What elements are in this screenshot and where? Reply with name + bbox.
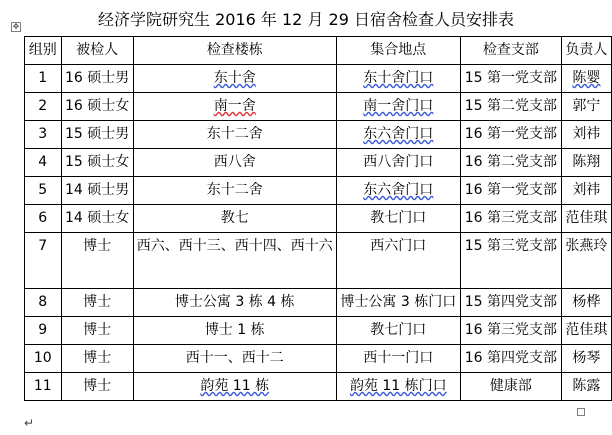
cell-branch: 16 第四党支部 <box>460 345 561 373</box>
cell-building: 东十二舍 <box>133 121 336 149</box>
cell-inspected: 博士 <box>61 373 133 401</box>
cell-meeting: 西十一门口 <box>336 345 460 373</box>
cell-meeting: 西八舍门口 <box>336 149 460 177</box>
cell-building: 东十二舍 <box>133 177 336 205</box>
table-resize-handle[interactable] <box>577 408 585 416</box>
cell-inspected: 博士 <box>61 345 133 373</box>
cell-building: 韵苑 11 栋 <box>133 373 336 401</box>
header-leader: 负责人 <box>561 37 611 65</box>
cell-group: 2 <box>25 93 62 121</box>
cell-leader: 陈婴 <box>561 65 611 93</box>
cell-leader: 张燕玲 <box>561 233 611 289</box>
cell-leader: 陈翔 <box>561 149 611 177</box>
table-row <box>25 205 612 233</box>
cell-group: 6 <box>25 205 62 233</box>
table-row <box>25 121 612 149</box>
cell-meeting: 东六舍门口 <box>336 177 460 205</box>
cell-branch: 15 第一党支部 <box>460 65 561 93</box>
header-branch: 检查支部 <box>460 37 561 65</box>
cell-branch: 健康部 <box>460 373 561 401</box>
cell-branch: 15 第四党支部 <box>460 289 561 317</box>
table-row <box>25 345 612 373</box>
cell-building: 教七 <box>133 205 336 233</box>
cell-group: 10 <box>25 345 62 373</box>
cell-leader: 陈露 <box>561 373 611 401</box>
cell-inspected: 14 硕士男 <box>61 177 133 205</box>
cell-branch: 16 第三党支部 <box>460 205 561 233</box>
cell-branch: 16 第三党支部 <box>460 317 561 345</box>
cell-leader: 郭宁 <box>561 93 611 121</box>
cell-meeting: 韵苑 11 栋门口 <box>336 373 460 401</box>
cell-meeting: 博士公寓 3 栋门口 <box>336 289 460 317</box>
cell-building: 博士 1 栋 <box>133 317 336 345</box>
cell-branch: 16 第一党支部 <box>460 177 561 205</box>
cell-inspected: 博士 <box>61 233 133 289</box>
cell-leader: 范佳琪 <box>561 317 611 345</box>
cell-inspected: 14 硕士女 <box>61 205 133 233</box>
cell-meeting: 东十舍门口 <box>336 65 460 93</box>
cell-meeting: 教七门口 <box>336 205 460 233</box>
cell-leader: 刘祎 <box>561 177 611 205</box>
cell-building: 西十一、西十二 <box>133 345 336 373</box>
cell-group: 9 <box>25 317 62 345</box>
table-row <box>25 93 612 121</box>
cell-leader: 杨琴 <box>561 345 611 373</box>
cell-building: 博士公寓 3 栋 4 栋 <box>133 289 336 317</box>
header-meeting: 集合地点 <box>336 37 460 65</box>
header-building: 检查楼栋 <box>133 37 336 65</box>
cell-leader: 范佳琪 <box>561 205 611 233</box>
cell-meeting: 西六门口 <box>336 233 460 289</box>
cell-inspected: 15 硕士男 <box>61 121 133 149</box>
cell-meeting: 教七门口 <box>336 317 460 345</box>
cell-inspected: 16 硕士女 <box>61 93 133 121</box>
table-row <box>25 317 612 345</box>
cell-inspected: 15 硕士女 <box>61 149 133 177</box>
cell-building: 西六、西十三、西十四、西十六 <box>133 233 336 289</box>
cell-group: 3 <box>25 121 62 149</box>
header-inspected: 被检人 <box>61 37 133 65</box>
table-row <box>25 373 612 401</box>
table-row <box>25 65 612 93</box>
cell-branch: 16 第二党支部 <box>460 149 561 177</box>
cell-branch: 15 第三党支部 <box>460 233 561 289</box>
cell-building: 南一舍 <box>133 93 336 121</box>
cell-inspected: 博士 <box>61 289 133 317</box>
cell-group: 5 <box>25 177 62 205</box>
cell-building: 西八舍 <box>133 149 336 177</box>
table-move-handle[interactable]: ✥ <box>12 22 20 31</box>
table-row <box>25 289 612 317</box>
table-header-row <box>25 37 612 65</box>
cell-branch: 15 第二党支部 <box>460 93 561 121</box>
schedule-table <box>24 36 612 401</box>
cell-inspected: 16 硕士男 <box>61 65 133 93</box>
table-row <box>25 177 612 205</box>
cell-group: 11 <box>25 373 62 401</box>
cell-branch: 16 第一党支部 <box>460 121 561 149</box>
cell-group: 4 <box>25 149 62 177</box>
paragraph-mark-icon: ↵ <box>24 416 35 430</box>
cell-group: 7 <box>25 233 62 289</box>
cell-meeting: 南一舍门口 <box>336 93 460 121</box>
cell-group: 8 <box>25 289 62 317</box>
header-group: 组别 <box>25 37 62 65</box>
table-row <box>25 149 612 177</box>
cell-meeting: 东六舍门口 <box>336 121 460 149</box>
cell-group: 1 <box>25 65 62 93</box>
table-row <box>25 233 612 289</box>
page-title: 经济学院研究生 2016 年 12 月 29 日宿舍检查人员安排表 <box>98 10 514 29</box>
cell-inspected: 博士 <box>61 317 133 345</box>
cell-leader: 杨桦 <box>561 289 611 317</box>
cell-building: 东十舍 <box>133 65 336 93</box>
cell-leader: 刘祎 <box>561 121 611 149</box>
